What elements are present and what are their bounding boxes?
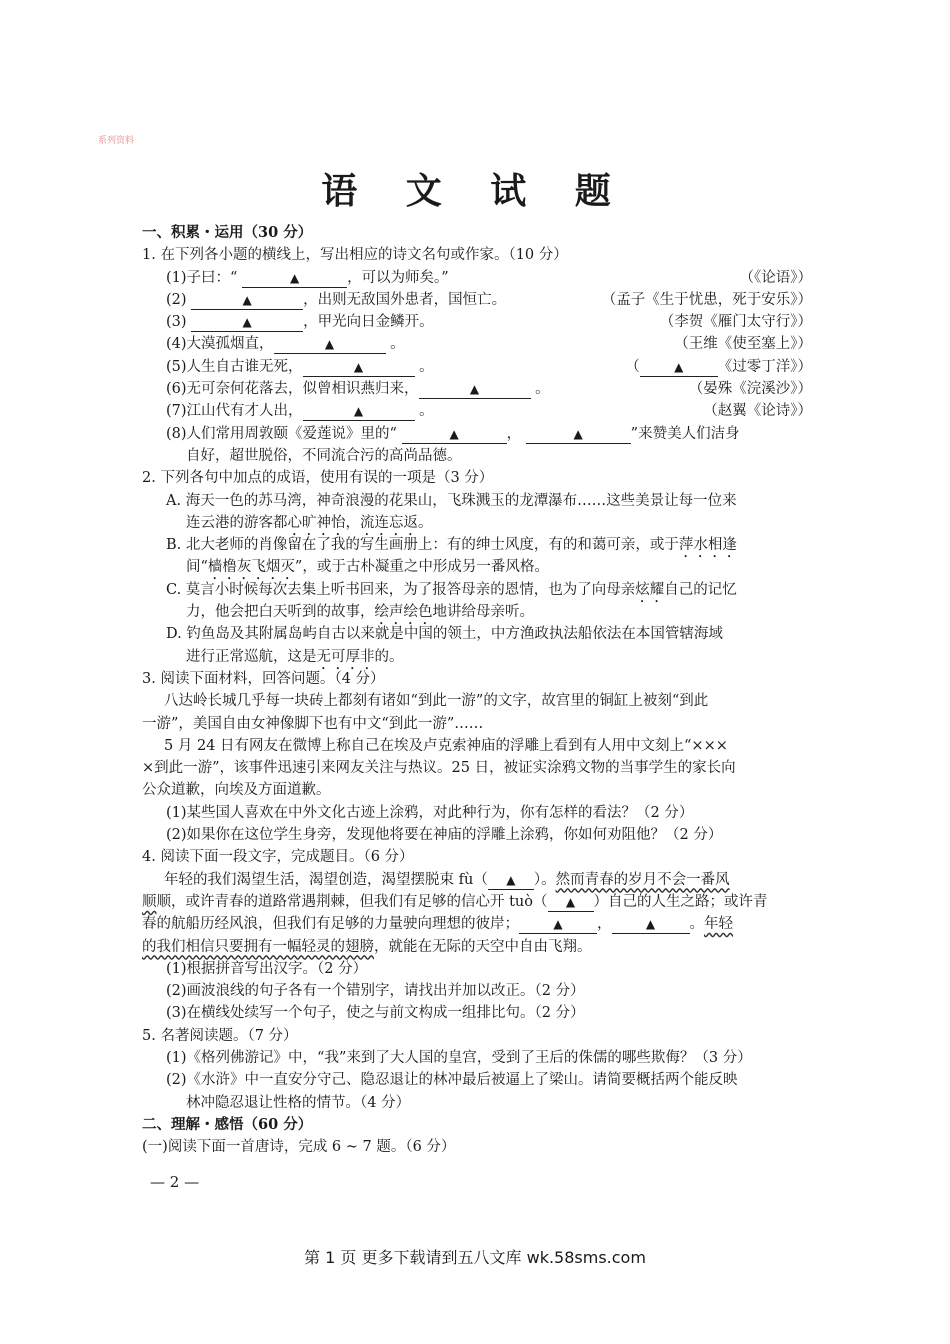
material-paragraph: 八达岭长城几乎每一块砖上都刻有诸如“到此一游”的文字，故宫里的铜缸上被刻“到此 bbox=[164, 693, 709, 710]
option-b-cont: 间“樯橹灰飞烟灭”，或于古朴凝重之中形成另一番风格。 bbox=[186, 559, 549, 576]
answer-blank[interactable]: ▲ bbox=[488, 871, 534, 890]
sub-question: (1)根据拼音写出汉字。（2 分） bbox=[166, 960, 368, 977]
sub-question: (2)画波浪线的句子各有一个错别字，请找出并加以改正。（2 分） bbox=[166, 983, 585, 1000]
question-5-stem: 5. 名著阅读题。（7 分） bbox=[142, 1027, 298, 1044]
question-1-stem: 1. 在下列各小题的横线上，写出相应的诗文名句或作家。（10 分） bbox=[142, 247, 568, 264]
option-a-cont: 连云港的游客都心旷神怡，流连忘返。 bbox=[186, 514, 433, 531]
subsection-heading: (一)阅读下面一首唐诗，完成 6 ~ 7 题。（6 分） bbox=[142, 1139, 456, 1156]
sub-question: (1)《格列佛游记》中，“我”来到了大人国的皇宫，受到了王后的侏儒的哪些欺侮？（3 分） bbox=[166, 1049, 752, 1066]
answer-blank[interactable]: ▲ bbox=[191, 291, 303, 310]
question-1-item: (7)江山代有才人出， ▲ 。 （赵翼《论诗》） bbox=[166, 403, 812, 420]
page-title: 语 文 试 题 bbox=[321, 170, 629, 212]
answer-blank[interactable]: ▲ bbox=[303, 402, 415, 421]
sub-question: (3)在横线处续写一个句子，使之与前文构成一组排比句。（2 分） bbox=[166, 1005, 585, 1022]
section-heading-2: 二、理解・感悟（60 分） bbox=[142, 1115, 313, 1133]
material-paragraph-cont: ×到此一游”，该事件迅速引来网友关注与热议。25 日，被证实涂鸦文物的当事学生的家长向 bbox=[142, 760, 736, 777]
option-d-cont: 进行正常巡航，这是无可厚非的。 bbox=[186, 648, 404, 665]
page-number: — 2 — bbox=[150, 1173, 200, 1191]
question-2-stem: 2. 下列各句中加点的成语，使用有误的一项是（3 分） bbox=[142, 470, 494, 487]
option-c: C. 莫言小时候每次去集上听书回来，为了报答母亲的恩情，也为了向母亲炫耀自己的记忆 bbox=[166, 581, 737, 598]
question-3-stem: 3. 阅读下面材料，回答问题。（4 分） bbox=[142, 670, 385, 687]
passage-line: 春的航船历经风浪，但我们有足够的力量驶向理想的彼岸； ▲ ， ▲ 。年轻 bbox=[142, 916, 733, 933]
answer-blank[interactable]: ▲ bbox=[402, 425, 507, 444]
answer-blank[interactable]: ▲ bbox=[303, 358, 415, 377]
answer-blank[interactable]: ▲ bbox=[548, 893, 594, 912]
material-paragraph-cont: 公众道歉，向埃及方面道歉。 bbox=[142, 782, 331, 799]
answer-blank[interactable]: ▲ bbox=[640, 358, 718, 377]
answer-blank[interactable]: ▲ bbox=[191, 313, 303, 332]
question-1-item: (3) ▲ ，甲光向日金鳞开。 （李贺《雁门太守行》） bbox=[166, 314, 812, 331]
option-c-cont: 力，他会把白天听到的故事，绘声绘色地讲给母亲听。 bbox=[186, 604, 534, 621]
question-1-item: (5)人生自古谁无死， ▲ 。 （ ▲ 《过零丁洋》） bbox=[166, 358, 812, 375]
answer-blank[interactable]: ▲ bbox=[274, 335, 386, 354]
question-1-item: (1)子曰：“ ▲ ，可以为师矣。” （《论语》） bbox=[166, 269, 812, 286]
option-a: A. 海天一色的苏马湾，神奇浪漫的花果山，飞珠溅玉的龙潭瀑布……这些美景让每一位来 bbox=[166, 492, 737, 509]
question-1-item-cont: 自好，超世脱俗，不同流合污的高尚品德。 bbox=[186, 447, 462, 464]
question-1-item: (2) ▲ ，出则无敌国外患者，国恒亡。 （孟子《生于忧患，死于安乐》） bbox=[166, 291, 812, 308]
watermark: 系列资料 bbox=[98, 136, 135, 146]
passage-line: 顺顺，或许青春的道路常遇荆棘，但我们有足够的信心开 tuò（ ▲ ）自己的人生之路；或许青 bbox=[142, 893, 768, 910]
option-b: B. 北大老师的肖像留在了我的写生画册上：有的绅士风度，有的和蔼可亲，或于萍水相逢 bbox=[166, 537, 737, 554]
exam-content bbox=[142, 222, 812, 1158]
sub-question: (1)某些国人喜欢在中外文化古迹上涂鸦，对此种行为，你有怎样的看法？（2 分） bbox=[166, 804, 694, 821]
question-4-stem: 4. 阅读下面一段文字，完成题目。（6 分） bbox=[142, 849, 414, 866]
answer-blank[interactable]: ▲ bbox=[612, 915, 690, 934]
material-paragraph: 5 月 24 日有网友在微博上称自己在埃及卢克索神庙的浮雕上看到有人用中文刻上“××× bbox=[164, 737, 728, 754]
footer-text: 第 1 页 更多下载请到五八文库 wk.58sms.com bbox=[304, 1248, 646, 1267]
question-1-item: (8)人们常用周敦颐《爱莲说》里的“ ▲ ， ▲ ”来赞美人们洁身 bbox=[166, 425, 740, 442]
sub-question: (2)《水浒》中一直安分守己、隐忍退让的林冲最后被逼上了梁山。请简要概括两个能反映 bbox=[166, 1072, 738, 1089]
passage-line: 的我们相信只要拥有一幅轻灵的翅膀，就能在无际的天空中自由飞翔。 bbox=[142, 938, 592, 955]
sub-question-cont: 林冲隐忍退让性格的情节。（4 分） bbox=[186, 1094, 411, 1111]
sub-question: (2)如果你在这位学生身旁，发现他将要在神庙的浮雕上涂鸦，你如何劝阻他？（2 分） bbox=[166, 827, 723, 844]
material-paragraph-cont: 一游”，美国自由女神像脚下也有中文“到此一游”…… bbox=[142, 715, 484, 732]
section-heading-1: 一、积累・运用（30 分） bbox=[142, 224, 313, 241]
option-d: D. 钓鱼岛及其附属岛屿自古以来就是中国的领土，中方渔政执法船依法在本国管辖海域 bbox=[166, 626, 723, 643]
answer-blank[interactable]: ▲ bbox=[419, 380, 531, 399]
answer-blank[interactable]: ▲ bbox=[242, 269, 347, 288]
answer-blank[interactable]: ▲ bbox=[526, 425, 631, 444]
passage-line: 年轻的我们渴望生活，渴望创造，渴望摆脱束 fù（ ▲ ）。然而青春的岁月不会一番风 bbox=[164, 871, 730, 888]
answer-blank[interactable]: ▲ bbox=[519, 915, 597, 934]
question-1-item: (4)大漠孤烟直， ▲ 。 （王维《使至塞上》） bbox=[166, 336, 812, 353]
question-1-item: (6)无可奈何花落去，似曾相识燕归来， ▲ 。 （晏殊《浣溪沙》） bbox=[166, 381, 812, 398]
